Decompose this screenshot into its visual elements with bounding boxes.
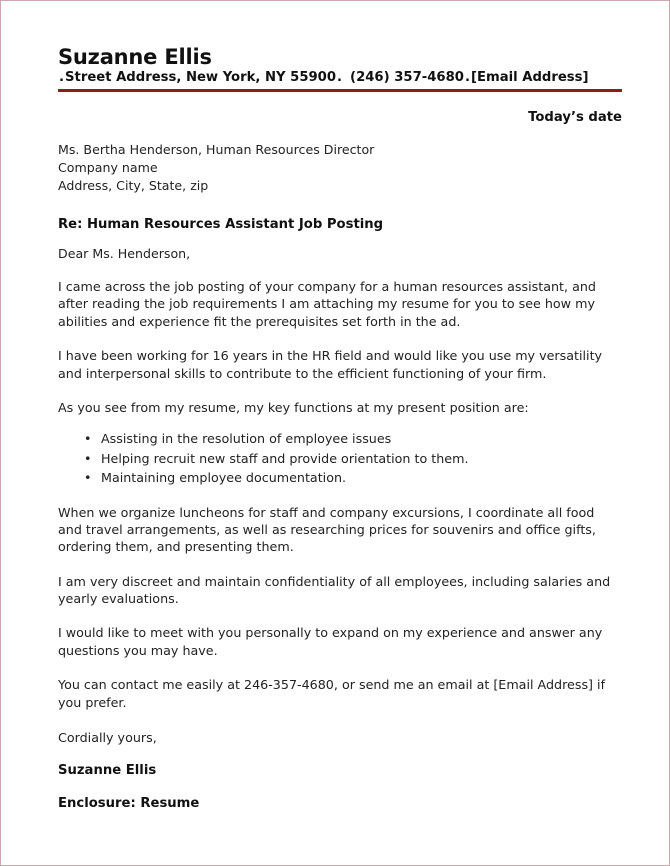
signature-name: Suzanne Ellis: [58, 763, 157, 779]
recipient-address-block: [58, 141, 622, 195]
phone-number: (246) 357-4680: [350, 70, 464, 86]
body-paragraph: I would like to meet with you personally to expand on my experience and answer any questions you may have.: [58, 625, 603, 658]
contact-separator-leading: .: [59, 70, 65, 86]
body-paragraph: As you see from my resume, my key functions at my present position are:: [58, 399, 529, 415]
body-paragraph: I came across the job posting of your company for a human resources assistant, and after reading the job requirements I am attaching my resume for you to see how my abilities and experience fit the prerequisites set forth in the ad.: [58, 279, 596, 329]
list-item-label: Helping recruit new staff and provide orientation to them.: [101, 450, 469, 466]
body-paragraph: I am very discreet and maintain confidentiality of all employees, including salaries and yearly evaluations.: [58, 573, 611, 607]
body-paragraph: You can contact me easily at 246-357-4680, or send me an email at [Email Address] if you prefer.: [58, 677, 606, 710]
bullet-icon: •: [84, 470, 92, 486]
closing-line: Cordially yours,: [58, 730, 157, 746]
letterhead: [58, 1, 622, 92]
salutation: Dear Ms. Henderson,: [58, 246, 191, 262]
recipient-line: Ms. Bertha Henderson, Human Resources Director: [58, 141, 375, 157]
body-paragraph: When we organize luncheons for staff and company excursions, I coordinate all food and travel arrangements, as well as researching prices for souvenirs and office gifts, ordering them, and presenting them.: [58, 504, 596, 555]
bullet-icon: •: [84, 450, 92, 466]
list-item-label: Maintaining employee documentation.: [101, 470, 347, 486]
subject-line: Re: Human Resources Assistant Job Posting: [58, 217, 384, 233]
body-paragraph: I have been working for 16 years in the HR field and would like you use my versatility and interpersonal skills to contribute to the efficient functioning of your firm.: [58, 348, 603, 381]
list-item-label: Assisting in the resolution of employee issues: [101, 431, 392, 447]
street-address: Street Address, New York, NY 55900: [65, 70, 337, 86]
email-address: [Email Address]: [470, 70, 589, 86]
key-functions-list: [58, 430, 622, 486]
contact-line: [58, 70, 622, 87]
contact-separator-2: .: [464, 70, 470, 86]
bullet-icon: •: [84, 431, 92, 447]
list-item: [58, 450, 622, 467]
sender-name: Suzanne Ellis: [58, 45, 212, 69]
recipient-line: Address, City, State, zip: [58, 177, 209, 193]
enclosure-line: Enclosure: Resume: [58, 796, 200, 812]
date-line: Today’s date: [528, 109, 622, 125]
recipient-line: Company name: [58, 159, 158, 175]
letter-body: [58, 1, 622, 811]
list-item: [58, 430, 622, 447]
header-rule-divider: [58, 89, 622, 92]
list-item: [58, 469, 622, 486]
contact-separator-1: .: [337, 70, 343, 86]
